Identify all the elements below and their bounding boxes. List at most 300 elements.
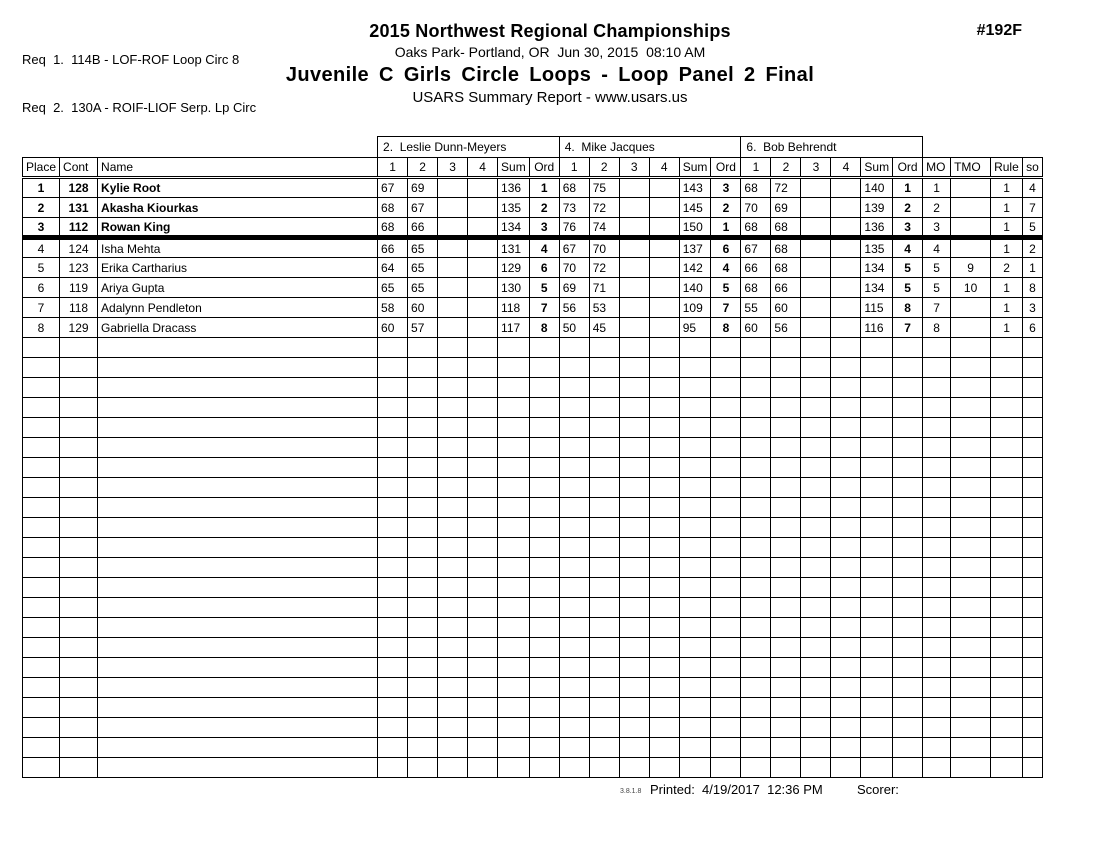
judge1-score-cell (438, 298, 468, 318)
empty-cell (589, 658, 619, 678)
empty-cell (468, 618, 498, 638)
judge1-score-cell: 67 (378, 178, 408, 198)
empty-cell (711, 758, 741, 778)
empty-cell (619, 598, 649, 618)
judge2-ord-cell: 2 (711, 198, 741, 218)
judge2-score-cell: 72 (589, 258, 619, 278)
empty-cell (923, 598, 951, 618)
rule-cell: 1 (991, 238, 1023, 258)
empty-cell (831, 578, 861, 598)
empty-cell (711, 518, 741, 538)
empty-cell (619, 518, 649, 538)
empty-cell (98, 678, 378, 698)
tmo-cell: 10 (951, 278, 991, 298)
judge2-score-cell (619, 258, 649, 278)
empty-cell (60, 718, 98, 738)
header-title-block (0, 20, 1100, 108)
judge1-sum-cell: 134 (498, 218, 530, 238)
empty-cell (60, 418, 98, 438)
empty-cell (741, 638, 771, 658)
judge2-score-cell: 56 (559, 298, 589, 318)
empty-row (23, 478, 1043, 498)
empty-cell (378, 418, 408, 438)
empty-cell (468, 578, 498, 598)
empty-cell (893, 658, 923, 678)
judge1-ord-cell: 5 (529, 278, 559, 298)
table-row (23, 238, 1043, 258)
empty-row (23, 438, 1043, 458)
empty-row (23, 358, 1043, 378)
judge1-score-cell: 60 (408, 298, 438, 318)
empty-cell (378, 458, 408, 478)
empty-cell (98, 758, 378, 778)
empty-cell (741, 738, 771, 758)
judge-name-cell-2: 4. Mike Jacques (559, 137, 741, 158)
empty-cell (861, 738, 893, 758)
judge1-ord-cell: 3 (529, 218, 559, 238)
empty-cell (861, 458, 893, 478)
empty-cell (771, 358, 801, 378)
empty-cell (529, 478, 559, 498)
empty-cell (741, 518, 771, 538)
empty-cell (438, 698, 468, 718)
judge2-score-cell (649, 178, 679, 198)
empty-cell (771, 678, 801, 698)
judge2-ord-cell: 3 (711, 178, 741, 198)
empty-cell (619, 458, 649, 478)
empty-cell (559, 478, 589, 498)
empty-cell (679, 658, 711, 678)
empty-cell (741, 718, 771, 738)
results-table (22, 136, 1043, 778)
empty-cell (438, 338, 468, 358)
empty-cell (649, 518, 679, 538)
col-header-judge1-4: 4 (468, 158, 498, 178)
empty-cell (679, 758, 711, 778)
judge-name-cell-3: 6. Bob Behrendt (741, 137, 923, 158)
empty-cell (831, 338, 861, 358)
empty-cell (861, 418, 893, 438)
empty-cell (893, 478, 923, 498)
empty-cell (468, 718, 498, 738)
empty-cell (378, 738, 408, 758)
judge2-score-cell: 68 (559, 178, 589, 198)
judge3-score-cell (801, 278, 831, 298)
empty-cell (649, 378, 679, 398)
empty-cell (378, 398, 408, 418)
empty-cell (589, 758, 619, 778)
empty-cell (893, 458, 923, 478)
judge1-sum-cell: 117 (498, 318, 530, 338)
empty-cell (711, 718, 741, 738)
empty-cell (991, 358, 1023, 378)
empty-cell (23, 398, 60, 418)
empty-cell (923, 538, 951, 558)
empty-cell (771, 518, 801, 538)
empty-cell (771, 638, 801, 658)
judge1-score-cell: 57 (408, 318, 438, 338)
empty-cell (619, 738, 649, 758)
empty-cell (1023, 398, 1043, 418)
empty-cell (468, 638, 498, 658)
empty-cell (468, 758, 498, 778)
judge3-score-cell (831, 218, 861, 238)
empty-cell (1023, 738, 1043, 758)
empty-cell (951, 378, 991, 398)
empty-cell (991, 398, 1023, 418)
empty-cell (60, 338, 98, 358)
empty-cell (893, 618, 923, 638)
table-row (23, 198, 1043, 218)
empty-row (23, 618, 1043, 638)
empty-cell (649, 338, 679, 358)
judge3-sum-cell: 136 (861, 218, 893, 238)
empty-cell (711, 418, 741, 438)
rule-cell: 1 (991, 178, 1023, 198)
req-line-2: Req 2. 130A - ROIF-LIOF Serp. Lp Circ (22, 100, 257, 115)
mo-cell: 5 (923, 258, 951, 278)
judge1-sum-cell: 131 (498, 238, 530, 258)
empty-cell (991, 638, 1023, 658)
empty-cell (23, 478, 60, 498)
empty-cell (589, 738, 619, 758)
mo-cell: 7 (923, 298, 951, 318)
empty-cell (991, 738, 1023, 758)
championship-title: 2015 Northwest Regional Championships (369, 21, 731, 41)
empty-cell (378, 638, 408, 658)
empty-cell (619, 658, 649, 678)
judge1-score-cell (438, 278, 468, 298)
judge2-score-cell: 53 (589, 298, 619, 318)
empty-cell (711, 398, 741, 418)
empty-cell (498, 338, 530, 358)
empty-cell (951, 338, 991, 358)
empty-cell (498, 378, 530, 398)
empty-cell (771, 738, 801, 758)
judge3-score-cell: 70 (741, 198, 771, 218)
empty-cell (801, 578, 831, 598)
empty-cell (771, 438, 801, 458)
rule-cell: 1 (991, 318, 1023, 338)
judge-row-spacer-left (23, 137, 378, 158)
judge3-score-cell (831, 278, 861, 298)
judge3-ord-cell: 2 (893, 198, 923, 218)
empty-cell (741, 478, 771, 498)
empty-cell (408, 398, 438, 418)
empty-cell (23, 678, 60, 698)
empty-cell (1023, 358, 1043, 378)
place-cell: 8 (23, 318, 60, 338)
empty-cell (468, 458, 498, 478)
empty-cell (589, 638, 619, 658)
empty-cell (498, 678, 530, 698)
judge2-score-cell: 50 (559, 318, 589, 338)
empty-cell (98, 578, 378, 598)
empty-cell (861, 378, 893, 398)
empty-cell (831, 538, 861, 558)
empty-cell (468, 398, 498, 418)
judge1-score-cell (438, 178, 468, 198)
empty-cell (801, 398, 831, 418)
empty-cell (991, 658, 1023, 678)
empty-cell (23, 758, 60, 778)
empty-cell (529, 598, 559, 618)
judge2-sum-cell: 150 (679, 218, 711, 238)
empty-cell (589, 398, 619, 418)
empty-cell (893, 438, 923, 458)
empty-cell (1023, 558, 1043, 578)
empty-cell (801, 618, 831, 638)
empty-cell (801, 538, 831, 558)
empty-cell (1023, 458, 1043, 478)
tmo-cell (951, 238, 991, 258)
judge1-score-cell: 65 (408, 238, 438, 258)
so-cell: 1 (1023, 258, 1043, 278)
judge3-score-cell: 72 (771, 178, 801, 198)
empty-cell (679, 558, 711, 578)
empty-cell (438, 378, 468, 398)
col-header-name: Name (98, 158, 378, 178)
mo-cell: 5 (923, 278, 951, 298)
judge3-score-cell: 68 (771, 258, 801, 278)
empty-cell (23, 698, 60, 718)
empty-cell (861, 438, 893, 458)
empty-cell (378, 538, 408, 558)
report-subtitle: USARS Summary Report - www.usars.us (412, 89, 688, 106)
empty-cell (741, 578, 771, 598)
empty-cell (801, 378, 831, 398)
empty-cell (649, 538, 679, 558)
judge2-score-cell (649, 198, 679, 218)
empty-cell (60, 538, 98, 558)
empty-cell (408, 758, 438, 778)
empty-cell (893, 698, 923, 718)
empty-cell (378, 718, 408, 738)
empty-cell (893, 638, 923, 658)
empty-cell (741, 378, 771, 398)
empty-cell (679, 498, 711, 518)
table-row (23, 218, 1043, 238)
empty-cell (831, 398, 861, 418)
empty-row (23, 398, 1043, 418)
empty-cell (98, 698, 378, 718)
empty-cell (801, 558, 831, 578)
judge1-score-cell (468, 198, 498, 218)
empty-cell (831, 738, 861, 758)
empty-cell (589, 478, 619, 498)
empty-cell (711, 478, 741, 498)
judge3-score-cell (831, 198, 861, 218)
rule-cell: 2 (991, 258, 1023, 278)
empty-cell (23, 538, 60, 558)
empty-cell (23, 658, 60, 678)
empty-cell (498, 638, 530, 658)
empty-cell (559, 658, 589, 678)
printed-timestamp: Printed: 4/19/2017 12:36 PM (650, 782, 823, 797)
empty-cell (861, 678, 893, 698)
empty-cell (861, 658, 893, 678)
empty-cell (711, 558, 741, 578)
empty-cell (559, 718, 589, 738)
judge3-score-cell: 60 (741, 318, 771, 338)
empty-cell (831, 658, 861, 678)
judge1-score-cell: 68 (378, 198, 408, 218)
empty-cell (23, 578, 60, 598)
empty-cell (771, 478, 801, 498)
empty-cell (711, 378, 741, 398)
judge3-score-cell (831, 178, 861, 198)
empty-cell (619, 398, 649, 418)
empty-cell (468, 498, 498, 518)
empty-cell (98, 558, 378, 578)
empty-cell (559, 338, 589, 358)
empty-cell (498, 418, 530, 438)
cont-cell: 119 (60, 278, 98, 298)
judge2-score-cell: 69 (559, 278, 589, 298)
empty-cell (408, 478, 438, 498)
empty-cell (619, 378, 649, 398)
empty-cell (991, 578, 1023, 598)
empty-cell (529, 558, 559, 578)
empty-cell (589, 538, 619, 558)
empty-cell (711, 538, 741, 558)
empty-cell (619, 498, 649, 518)
empty-cell (831, 678, 861, 698)
empty-cell (1023, 438, 1043, 458)
empty-cell (711, 638, 741, 658)
empty-cell (60, 438, 98, 458)
empty-cell (991, 378, 1023, 398)
empty-cell (23, 418, 60, 438)
empty-cell (438, 738, 468, 758)
empty-cell (831, 498, 861, 518)
empty-cell (771, 458, 801, 478)
empty-cell (771, 578, 801, 598)
empty-cell (438, 678, 468, 698)
empty-cell (23, 358, 60, 378)
empty-cell (991, 558, 1023, 578)
empty-cell (498, 518, 530, 538)
empty-cell (741, 338, 771, 358)
empty-cell (991, 338, 1023, 358)
empty-cell (893, 558, 923, 578)
empty-cell (408, 538, 438, 558)
empty-cell (378, 438, 408, 458)
empty-cell (559, 618, 589, 638)
empty-cell (649, 398, 679, 418)
empty-cell (801, 698, 831, 718)
empty-cell (408, 558, 438, 578)
empty-cell (923, 758, 951, 778)
empty-cell (619, 638, 649, 658)
empty-cell (741, 678, 771, 698)
col-header-judge2-4: 4 (649, 158, 679, 178)
empty-cell (60, 518, 98, 538)
empty-cell (559, 758, 589, 778)
empty-cell (23, 738, 60, 758)
empty-cell (1023, 578, 1043, 598)
empty-cell (923, 698, 951, 718)
empty-cell (559, 518, 589, 538)
empty-cell (711, 498, 741, 518)
empty-cell (801, 458, 831, 478)
empty-cell (711, 598, 741, 618)
empty-cell (831, 418, 861, 438)
empty-cell (951, 518, 991, 538)
empty-cell (589, 418, 619, 438)
so-cell: 7 (1023, 198, 1043, 218)
empty-cell (741, 658, 771, 678)
empty-cell (498, 558, 530, 578)
empty-cell (991, 538, 1023, 558)
empty-cell (559, 578, 589, 598)
empty-cell (529, 518, 559, 538)
empty-cell (98, 598, 378, 618)
empty-cell (991, 758, 1023, 778)
judge3-sum-cell: 115 (861, 298, 893, 318)
empty-cell (771, 538, 801, 558)
empty-cell (861, 478, 893, 498)
empty-cell (438, 478, 468, 498)
empty-cell (801, 678, 831, 698)
judge2-score-cell: 73 (559, 198, 589, 218)
empty-row (23, 678, 1043, 698)
empty-cell (98, 638, 378, 658)
judge3-score-cell: 56 (771, 318, 801, 338)
empty-cell (498, 358, 530, 378)
mo-cell: 2 (923, 198, 951, 218)
judge3-score-cell: 67 (741, 238, 771, 258)
col-header-judge1-3: 3 (438, 158, 468, 178)
col-header-judge1-2: 2 (408, 158, 438, 178)
empty-cell (559, 498, 589, 518)
judge1-score-cell (438, 238, 468, 258)
so-cell: 3 (1023, 298, 1043, 318)
column-header-row (23, 158, 1043, 178)
empty-cell (861, 718, 893, 738)
empty-cell (951, 398, 991, 418)
empty-cell (771, 378, 801, 398)
judge2-sum-cell: 140 (679, 278, 711, 298)
judge1-score-cell: 66 (408, 218, 438, 238)
col-header-judge1-sum: Sum (498, 158, 530, 178)
empty-cell (1023, 638, 1043, 658)
judge-row-spacer-right (923, 137, 1043, 158)
empty-cell (98, 378, 378, 398)
empty-cell (98, 518, 378, 538)
empty-cell (559, 418, 589, 438)
empty-cell (408, 418, 438, 438)
empty-cell (1023, 758, 1043, 778)
empty-cell (771, 498, 801, 518)
empty-cell (559, 678, 589, 698)
empty-cell (23, 598, 60, 618)
empty-cell (378, 378, 408, 398)
empty-cell (468, 738, 498, 758)
judge3-score-cell (801, 298, 831, 318)
col-header-judge2-1: 1 (559, 158, 589, 178)
empty-cell (589, 358, 619, 378)
empty-cell (378, 618, 408, 638)
empty-cell (771, 338, 801, 358)
empty-cell (649, 658, 679, 678)
empty-cell (951, 618, 991, 638)
empty-cell (893, 338, 923, 358)
empty-cell (741, 558, 771, 578)
empty-cell (559, 358, 589, 378)
empty-row (23, 578, 1043, 598)
empty-cell (861, 758, 893, 778)
